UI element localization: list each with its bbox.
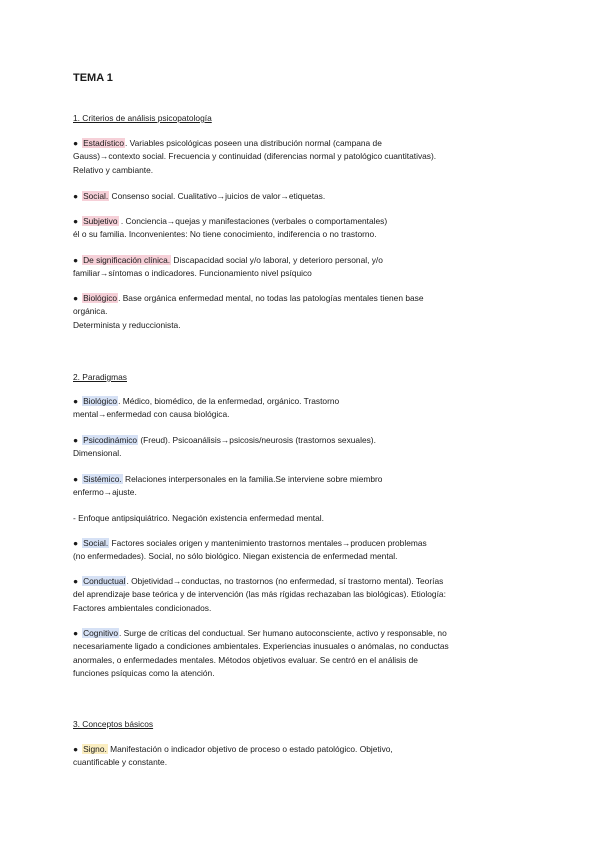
bullet-icon: ● bbox=[73, 191, 79, 201]
bullet-icon: ● bbox=[73, 396, 79, 406]
item-text: enfermo→ajuste. bbox=[73, 487, 137, 498]
bullet-icon: ● bbox=[73, 255, 79, 265]
highlighted-term: De significación clínica. bbox=[83, 255, 171, 265]
list-item bbox=[73, 627, 533, 681]
item-text: Gauss)→contexto social. Frecuencia y continuidad (diferencias normal y patológico cuantitativas). bbox=[73, 151, 437, 162]
item-text: necesariamente ligado a condiciones ambientales. Experiencias inusuales o anómalas, no conductas bbox=[73, 641, 449, 652]
bullet-icon: ● bbox=[73, 576, 79, 586]
item-text: (no enfermedades). Social, no sólo biológico. Niegan existencia de enfermedad mental. bbox=[73, 551, 398, 562]
list-item bbox=[73, 537, 533, 564]
item-text: - Enfoque antipsiquiátrico. Negación existencia enfermedad mental. bbox=[73, 513, 324, 523]
item-text: . Base orgánica enfermedad mental, no todas las patologías mentales tienen base bbox=[118, 293, 424, 303]
list-item bbox=[73, 512, 533, 525]
item-text: orgánica. bbox=[73, 306, 108, 317]
item-text: (Freud). Psicoanálisis→psicosis/neurosis (trastornos sexuales). bbox=[138, 435, 376, 445]
list-item bbox=[73, 254, 533, 281]
list-item bbox=[73, 395, 533, 422]
highlighted-term: Social. bbox=[83, 191, 109, 201]
item-text: Relaciones interpersonales en la familia.Se interviene sobre miembro bbox=[122, 474, 383, 484]
highlighted-term: Signo. bbox=[83, 744, 107, 754]
highlighted-term: Social. bbox=[83, 538, 109, 548]
list-item bbox=[73, 215, 533, 242]
item-text: funciones psíquicas como la atención. bbox=[73, 668, 215, 679]
item-text: . Surge de críticas del conductual. Ser humano autoconsciente, activo y responsable, no bbox=[118, 628, 447, 638]
bullet-icon: ● bbox=[73, 628, 79, 638]
highlighted-term: Subjetivo bbox=[83, 216, 118, 226]
bullet-icon: ● bbox=[73, 216, 79, 226]
item-text: Dimensional. bbox=[73, 448, 122, 459]
section-heading: 1. Criterios de análisis psicopatología bbox=[73, 113, 212, 123]
highlighted-term: Biológico bbox=[83, 396, 118, 406]
list-item bbox=[73, 137, 533, 177]
list-item bbox=[73, 190, 533, 203]
highlighted-term: Estadístico bbox=[83, 138, 125, 148]
bullet-icon: ● bbox=[73, 474, 79, 484]
section-heading: 3. Conceptos básicos bbox=[73, 719, 154, 729]
document-title: TEMA 1 bbox=[73, 72, 113, 84]
bullet-icon: ● bbox=[73, 435, 79, 445]
item-text: familiar→síntomas o indicadores. Funcionamiento nivel psíquico bbox=[73, 268, 312, 279]
highlighted-term: Sistémico. bbox=[83, 474, 122, 484]
item-text: Consenso social. Cualitativo→juicios de valor→etiquetas. bbox=[109, 191, 326, 201]
bullet-icon: ● bbox=[73, 293, 79, 303]
item-text: Determinista y reduccionista. bbox=[73, 319, 181, 330]
list-item bbox=[73, 743, 533, 770]
item-text: . Objetividad→conductas, no trastornos (no enfermedad, sí trastorno mental). Teorías bbox=[126, 576, 444, 586]
item-text: . Médico, biomédico, de la enfermedad, orgánico. Trastorno bbox=[118, 396, 340, 406]
item-text: del aprendizaje base teórica y de intervención (las más rígidas rechazaban las biológicas). Etiología: bbox=[73, 589, 446, 600]
bullet-icon: ● bbox=[73, 744, 79, 754]
item-text: anormales, o enfermedades mentales. Métodos objetivos evaluar. Se centró en el análisis de bbox=[73, 654, 418, 665]
item-text: . Variables psicológicas poseen una distribución normal (campana de bbox=[125, 138, 382, 148]
item-text: Relativo y cambiante. bbox=[73, 164, 154, 175]
item-text: Manifestación o indicador objetivo de proceso o estado patológico. Objetivo, bbox=[107, 744, 393, 754]
section-heading: 2. Paradigmas bbox=[73, 372, 127, 382]
item-text: Factores ambientales condicionados. bbox=[73, 602, 212, 613]
highlighted-term: Cognitivo bbox=[83, 628, 118, 638]
list-item bbox=[73, 292, 533, 332]
list-item bbox=[73, 575, 533, 615]
bullet-icon: ● bbox=[73, 538, 79, 548]
item-text: mental→enfermedad con causa biológica. bbox=[73, 409, 230, 420]
highlighted-term: Psicodinámico bbox=[83, 435, 138, 445]
bullet-icon: ● bbox=[73, 138, 79, 148]
highlighted-term: Biológico bbox=[83, 293, 118, 303]
item-text: cuantificable y constante. bbox=[73, 757, 168, 768]
list-item bbox=[73, 473, 533, 500]
item-text: . Conciencia→quejas y manifestaciones (verbales o comportamentales) bbox=[118, 216, 388, 226]
list-item bbox=[73, 434, 533, 461]
highlighted-term: Conductual bbox=[83, 576, 126, 586]
item-text: Discapacidad social y/o laboral, y deterioro personal, y/o bbox=[171, 255, 383, 265]
item-text: él o su familia. Inconvenientes: No tiene conocimiento, indiferencia o no trastorno. bbox=[73, 229, 377, 240]
item-text: Factores sociales origen y mantenimiento trastornos mentales→producen problemas bbox=[109, 538, 427, 548]
